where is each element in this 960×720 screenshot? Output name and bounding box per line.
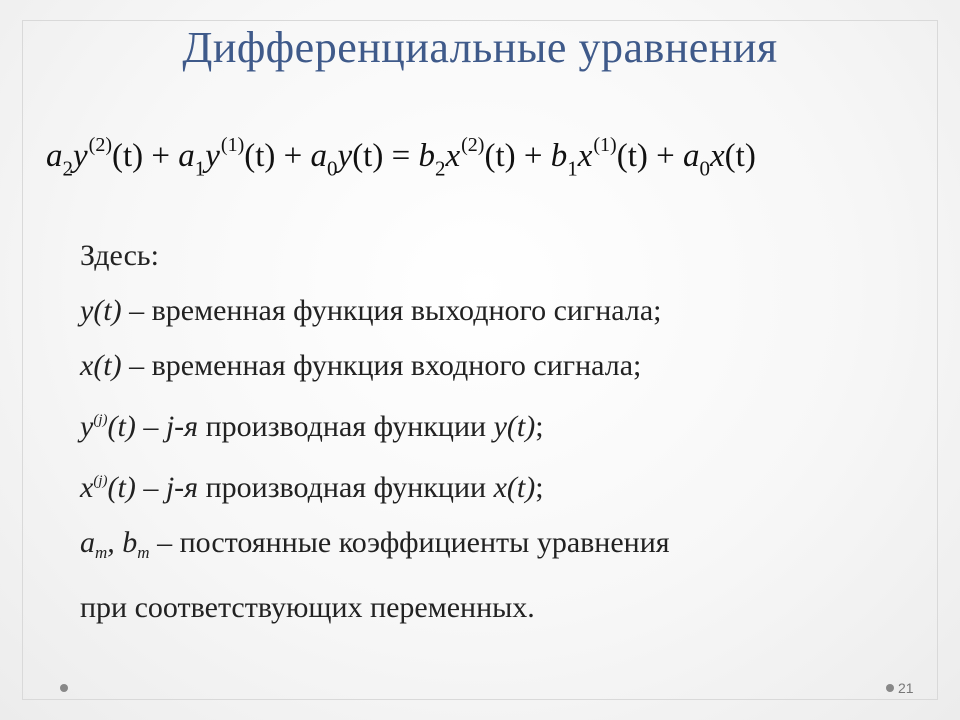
page-number: 21	[898, 680, 914, 696]
definition-coefficients-cont: при соответствующих переменных.	[80, 590, 535, 624]
coef-a2-sub: 2	[62, 156, 73, 181]
arg-t5: (t)	[616, 138, 648, 174]
definition-xj-fn: x(t)	[493, 471, 536, 504]
definition-x-symbol: x(t)	[80, 349, 122, 382]
coef-a1-sub: 1	[194, 156, 206, 181]
definition-coef-a-sub: m	[95, 542, 108, 562]
definition-yj	[80, 393, 920, 454]
definition-xj-end: ;	[535, 471, 544, 504]
op-plus4: +	[647, 138, 683, 174]
var-y2-sup: (2)	[88, 134, 112, 156]
var-y1: y	[205, 138, 220, 174]
arg-t1: (t)	[111, 138, 144, 174]
definition-y-symbol: y(t)	[80, 294, 122, 327]
coef-a1: a	[178, 138, 195, 174]
var-x0: x	[710, 138, 725, 174]
coef-a0: a	[310, 138, 328, 174]
var-x2-sup: (2)	[461, 134, 485, 156]
definition-coef-b-sub: m	[137, 542, 150, 562]
arg-t4: (t)	[484, 138, 516, 174]
op-plus3: +	[515, 138, 551, 174]
differential-equation-formula	[46, 134, 926, 181]
coef-b2-sub: 2	[434, 156, 446, 181]
definition-coef-a: a	[80, 526, 95, 559]
definition-xj	[80, 454, 920, 515]
definition-x-text: – временная функция входного сигнала;	[121, 349, 642, 382]
definition-y-text: – временная функция выходного сигнала;	[121, 294, 662, 327]
coef-a2: a	[46, 138, 63, 174]
var-x2: x	[445, 138, 461, 174]
definition-xj-arg: (t) – j-я	[107, 471, 199, 504]
coef-a0-sub: 0	[327, 156, 338, 181]
op-plus1: +	[143, 138, 179, 174]
definition-y	[80, 283, 920, 338]
definition-coef-b: b	[122, 526, 138, 559]
var-y2: y	[73, 138, 88, 174]
definition-coefficients	[80, 515, 920, 580]
bullet-dot-icon	[60, 684, 68, 692]
definition-x	[80, 338, 920, 393]
definition-yj-text: производная функции	[198, 410, 494, 443]
definition-coef-comma: ,	[107, 526, 123, 559]
coef-a0b-sub: 0	[699, 156, 710, 181]
arg-t2: (t)	[244, 138, 276, 174]
definition-xj-text: производная функции	[198, 471, 494, 504]
definition-xj-base: x	[80, 471, 94, 504]
arg-t6: (t)	[724, 138, 756, 174]
bullet-dot-icon	[886, 684, 894, 692]
var-y0: y	[337, 138, 353, 174]
coef-a0b: a	[683, 138, 700, 174]
definition-yj-arg: (t) – j-я	[107, 410, 199, 443]
definition-yj-base: y	[80, 410, 94, 443]
var-x1-sup: (1)	[593, 134, 617, 156]
definition-yj-sup: (j)	[93, 412, 108, 428]
definition-coef-text: – постоянные коэффициенты уравнения	[149, 526, 670, 559]
definitions-list	[80, 228, 920, 635]
var-y1-sup: (1)	[220, 134, 245, 156]
definition-xj-sup: (j)	[93, 473, 108, 489]
coef-b1: b	[550, 138, 568, 174]
var-x1: x	[577, 138, 593, 174]
coef-b1-sub: 1	[567, 156, 578, 181]
definition-intro: Здесь:	[80, 239, 159, 272]
definition-yj-end: ;	[535, 410, 544, 443]
slide-title: Дифференциальные уравнения	[182, 23, 778, 72]
definition-yj-fn: y(t)	[493, 410, 536, 443]
op-eq: =	[383, 138, 419, 174]
op-plus2: +	[275, 138, 311, 174]
coef-b2: b	[418, 138, 435, 174]
arg-t3: (t)	[352, 138, 384, 174]
